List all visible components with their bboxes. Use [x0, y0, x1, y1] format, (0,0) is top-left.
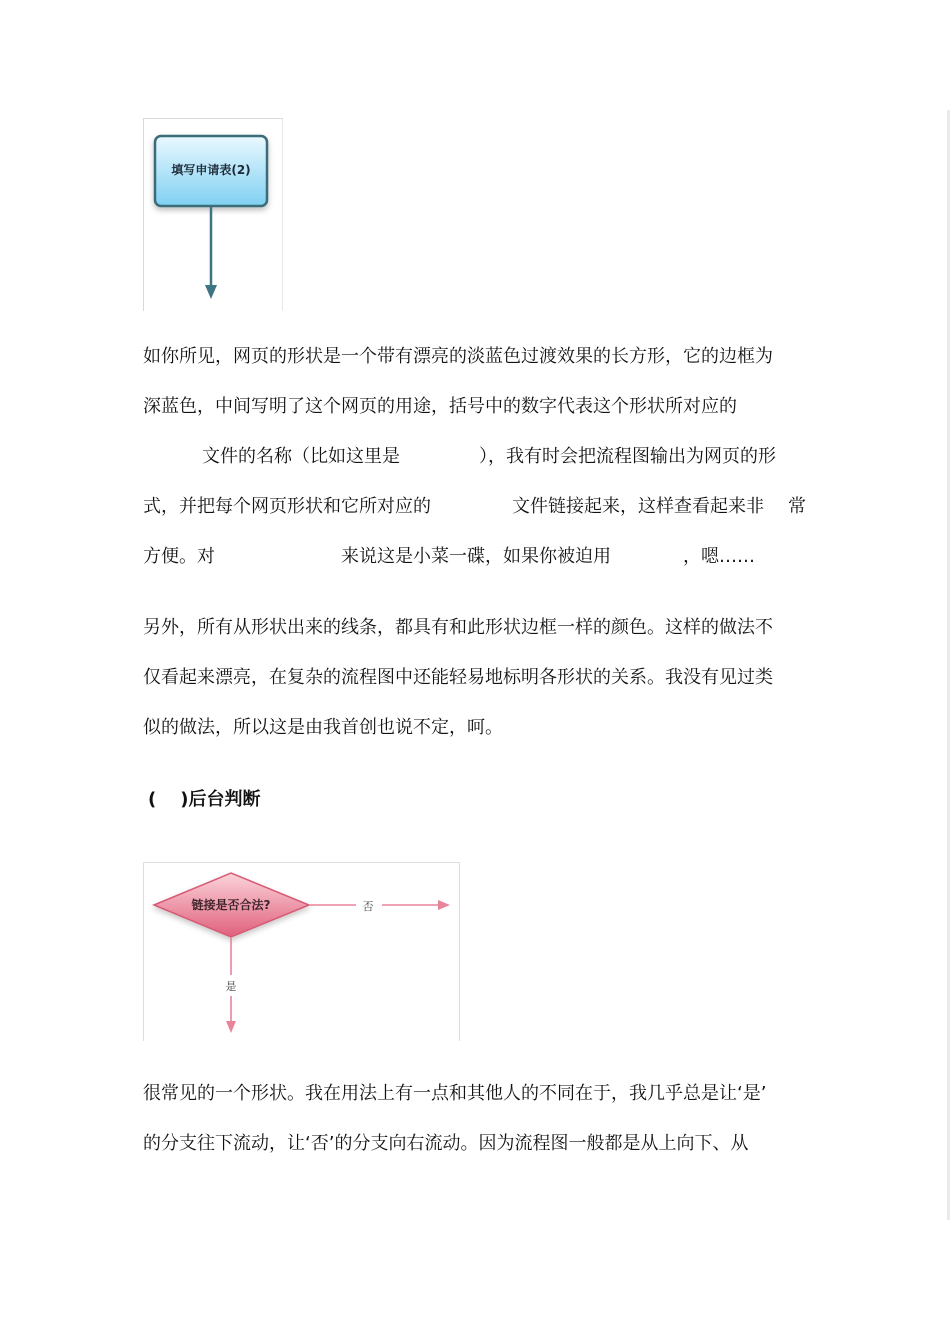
paragraph-1-line-5a: 方便。对: [143, 546, 215, 567]
process-box-label: 填写申请表(2): [171, 163, 251, 177]
paragraph-1-line-5b: 来说这是小菜一碟，如果你被迫用: [341, 546, 611, 567]
decision-figure: [143, 862, 460, 1041]
paragraph-1-line-5c: ，嗯……: [683, 546, 755, 567]
paragraph-1-line-4a: 式，并把每个网页形状和它所对应的: [143, 496, 431, 517]
paragraph-1-line-4b: 文件链接起来，这样查看起来非: [512, 496, 764, 517]
no-branch-arrowhead: [438, 900, 450, 910]
paragraph-1-line-3a: 文件的名称（比如这里是: [202, 446, 400, 467]
paragraph-2-line-2: 仅看起来漂亮，在复杂的流程图中还能轻易地标明各形状的关系。我没有见过类: [143, 667, 773, 688]
paragraph-3-line-2: 的分支往下流动，让‘否’的分支向右流动。因为流程图一般都是从上向下、从: [143, 1133, 749, 1154]
heading-text: )后台判断: [180, 789, 261, 810]
heading-paren: (: [148, 789, 157, 810]
decision-diagram: [144, 863, 459, 1041]
paragraph-1-line-1: 如你所见，网页的形状是一个带有漂亮的淡蓝色过渡效果的长方形，它的边框为: [143, 346, 773, 367]
process-box-diagram: [144, 119, 282, 311]
section-heading: [148, 781, 260, 819]
paragraph-1-line-4c: 常: [788, 496, 806, 517]
paragraph-2-line-1: 另外，所有从形状出来的线条，都具有和此形状边框一样的颜色。这样的做法不: [143, 617, 773, 638]
paragraph-2-line-3: 似的做法，所以这是由我首创也说不定，呵。: [143, 717, 503, 738]
paragraph-1-line-3b: ），我有时会把流程图输出为网页的形: [479, 446, 776, 467]
paragraph-1-line-2: 深蓝色，中间写明了这个网页的用途，括号中的数字代表这个形状所对应的: [143, 396, 737, 417]
process-box-figure: [143, 118, 283, 311]
decision-label: 链接是否合法?: [191, 898, 271, 912]
yes-branch-label: 是: [225, 980, 237, 993]
no-branch-label: 否: [362, 900, 374, 913]
paragraph-3-line-1: 很常见的一个形状。我在用法上有一点和其他人的不同在于，我几乎总是让‘是’: [143, 1083, 767, 1104]
yes-branch-arrowhead: [226, 1021, 236, 1033]
flow-arrow-down-head: [205, 285, 217, 299]
